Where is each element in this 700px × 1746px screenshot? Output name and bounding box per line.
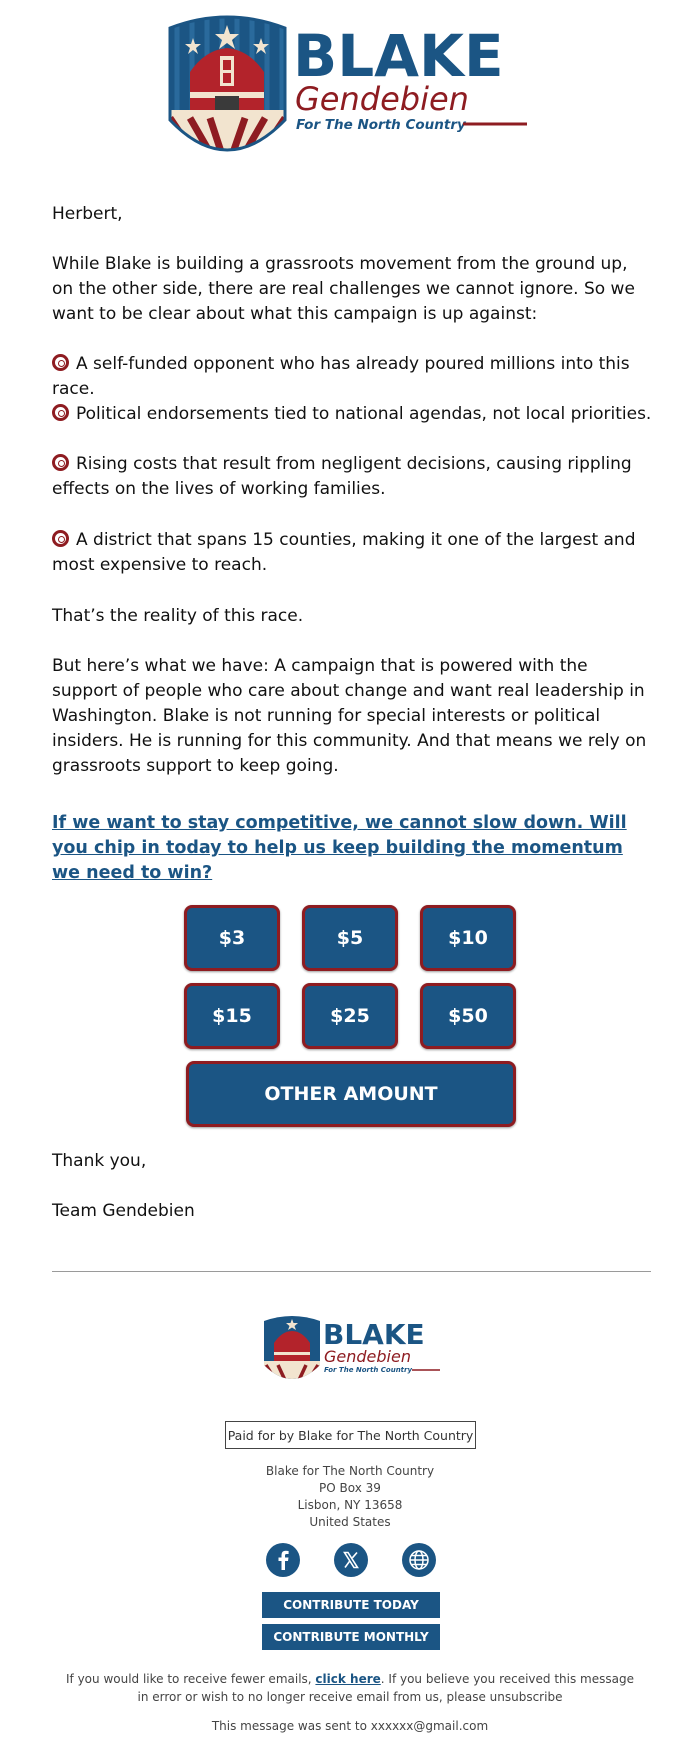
circle-bullet-icon <box>52 354 69 371</box>
footer-logo-surname: Gendebien <box>324 1347 411 1366</box>
donate-3-button[interactable]: $3 <box>184 905 280 971</box>
donate-5-button[interactable]: $5 <box>302 905 398 971</box>
other-amount-button[interactable]: OTHER AMOUNT <box>186 1061 516 1127</box>
reality-line: That’s the reality of this race. <box>52 606 304 626</box>
address-line: Lisbon, NY 13658 <box>297 1498 403 1512</box>
contribute-monthly-button[interactable]: CONTRIBUTE MONTHLY <box>262 1624 440 1650</box>
x-icon[interactable] <box>334 1543 368 1577</box>
click-here-link[interactable]: click here <box>315 1672 381 1686</box>
body-paragraph: But here’s what we have: A campaign that is powered with the support of people who care about change and want real leadership in Washington. Blake is not running for special interests or political insiders. He is running for this community. And that means we rely on grassroots support to keep going. <box>52 656 647 776</box>
donate-cta-link[interactable]: If we want to stay competitive, we cannot slow down. Will you chip in today to help us keep building the momentum we need to win? <box>52 813 627 883</box>
address-line: Blake for The North Country <box>265 1464 435 1478</box>
donate-10-button[interactable]: $10 <box>420 905 516 971</box>
bullet-item: Rising costs that result from negligent decisions, causing rippling effects on the lives of working families. <box>52 454 632 499</box>
footer-logo <box>262 1313 442 1391</box>
sent-to-notice: This message was sent to xxxxxx@gmail.com <box>211 1719 489 1733</box>
circle-bullet-icon <box>52 530 69 547</box>
facebook-icon[interactable] <box>266 1543 300 1577</box>
donate-50-button[interactable]: $50 <box>420 983 516 1049</box>
donate-25-button[interactable]: $25 <box>302 983 398 1049</box>
bullet-item: A district that spans 15 counties, making it one of the largest and most expensive to reach. <box>52 530 636 575</box>
circle-bullet-icon <box>52 454 69 471</box>
signature: Team Gendebien <box>52 1201 195 1221</box>
logo-name: BLAKE <box>293 22 504 90</box>
circle-bullet-icon <box>52 404 69 421</box>
greeting: Herbert, <box>52 204 123 224</box>
logo-surname: Gendebien <box>295 80 469 118</box>
address-line: United States <box>309 1515 391 1529</box>
intro-paragraph: While Blake is building a grassroots movement from the ground up, on the other side, there are real challenges we cannot ignore. So we want to be clear about what this campaign is up against: <box>52 254 635 324</box>
footer-logo-tagline: For The North Country <box>324 1366 413 1374</box>
bullet-item: A self-funded opponent who has already poured millions into this race. <box>52 354 630 399</box>
unsubscribe-notice: If you would like to receive fewer emails, click here. If you believe you received this message in error or wish to no longer receive email from us, please unsubscribe <box>66 1672 634 1704</box>
globe-icon[interactable] <box>402 1543 436 1577</box>
logo-tagline: For The North Country <box>296 117 466 133</box>
contribute-today-button[interactable]: CONTRIBUTE TODAY <box>262 1592 440 1618</box>
footer-logo-name: BLAKE <box>323 1318 425 1351</box>
donate-15-button[interactable]: $15 <box>184 983 280 1049</box>
closing: Thank you, <box>52 1151 147 1171</box>
bullet-item: Political endorsements tied to national agendas, not local priorities. <box>52 402 652 427</box>
paid-for-notice: Paid for by Blake for The North Country <box>225 1421 476 1449</box>
address-line: PO Box 39 <box>319 1481 381 1495</box>
divider <box>52 1271 651 1272</box>
campaign-logo <box>165 10 540 172</box>
